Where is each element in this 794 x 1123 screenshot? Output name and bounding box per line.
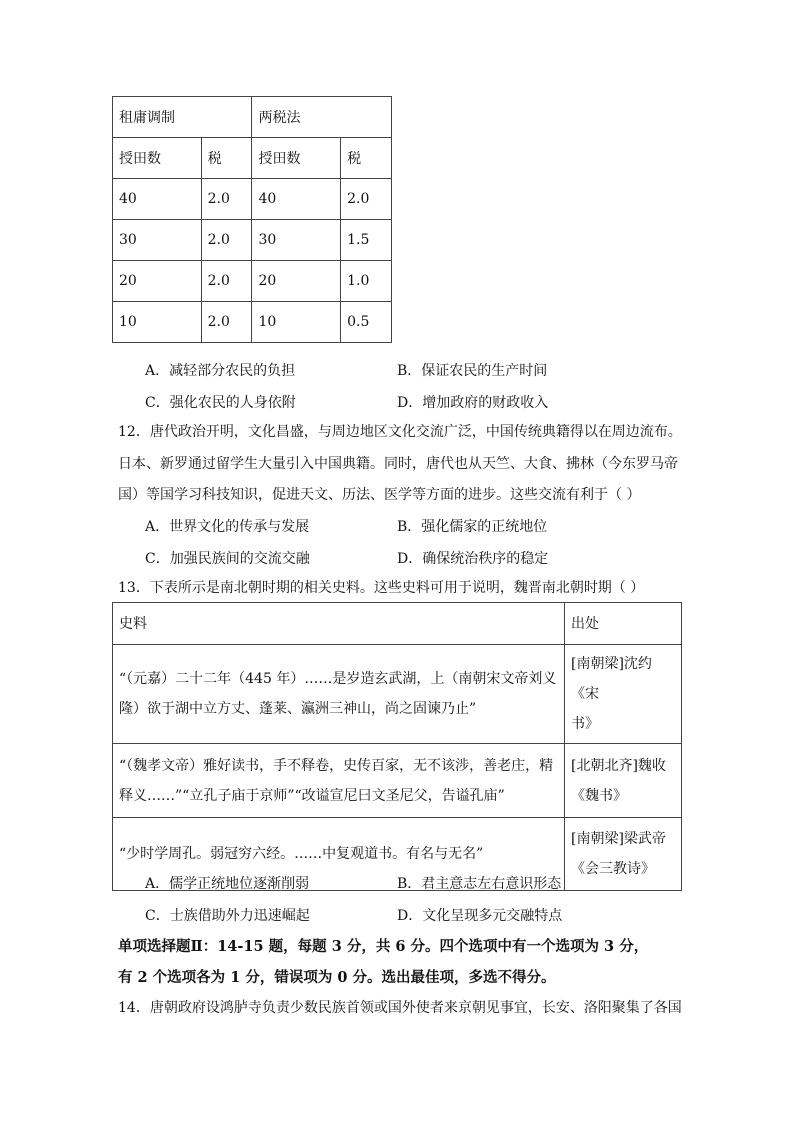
table-subheader: 授田数 — [252, 138, 341, 179]
tax-comparison-table — [112, 96, 392, 343]
q11-option-d[interactable]: D．增加政府的财政收入 — [397, 395, 549, 411]
q12-option-a[interactable]: A．世界文化的传承与发展 — [145, 519, 310, 535]
q13-option-d[interactable]: D．文化呈现多元交融特点 — [397, 908, 563, 924]
q12-stem-line-2: 日本、新罗通过留学生大量引入中国典籍。同时，唐代也从天竺、大食、拂林（今东罗马帝 — [118, 456, 678, 472]
q12-option-d[interactable]: D．确保统治秩序的稳定 — [397, 551, 549, 567]
table-cell: 2.0 — [201, 220, 252, 261]
origin-cell — [565, 744, 682, 818]
table-cell: 2.0 — [201, 261, 252, 302]
q13-option-c[interactable]: C．士族借助外力迅速崛起 — [145, 908, 310, 924]
table-header-source-text: 史料 — [113, 603, 565, 645]
table-cell: 10 — [113, 302, 202, 343]
q11-option-c[interactable]: C．强化农民的人身依附 — [145, 395, 296, 411]
table-cell: 30 — [113, 220, 202, 261]
table-cell: 20 — [113, 261, 202, 302]
table-cell: 30 — [252, 220, 341, 261]
table-cell: 1.0 — [341, 261, 392, 302]
table-cell: 2.0 — [201, 179, 252, 220]
q12-stem-line-1: 12．唐代政治开明，文化昌盛，与周边地区文化交流广泛，中国传统典籍得以在周边流布。 — [118, 424, 682, 440]
table-cell: 2.0 — [201, 302, 252, 343]
source-text-line: 释义……”“立孔子庙于京师”“改谥宣尼曰文圣尼父，告谥孔庙” — [119, 787, 505, 804]
source-text-line: 隆）欲于湖中立方丈、蓬莱、瀛洲三神山，尚之固谏乃止” — [119, 701, 477, 717]
table-subheader: 授田数 — [113, 138, 202, 179]
q13-option-a[interactable]: A．儒学正统地位逐渐削弱 — [145, 876, 310, 892]
source-text-line: “（魏孝文帝）雅好读书，手不释卷，史传百家，无不该涉，善老庄，精 — [119, 757, 554, 774]
table-cell: 1.5 — [341, 220, 392, 261]
source-text-line: “（元嘉）二十二年（445 年）……是岁造玄武湖，上（南朝宋文帝刘义 — [119, 671, 557, 687]
table-row — [113, 261, 392, 302]
q11-option-b[interactable]: B．保证农民的生产时间 — [397, 363, 548, 379]
section-2-instructions-line-1: 单项选择题Ⅱ：14-15 题，每题 3 分，共 6 分。四个选项中有一个选项为 3 分， — [118, 938, 649, 955]
table-row — [113, 220, 392, 261]
table-row — [113, 179, 392, 220]
source-text-cell — [113, 744, 565, 818]
table-cell: 2.0 — [341, 179, 392, 220]
table-header-origin: 出处 — [565, 603, 682, 645]
q12-option-b[interactable]: B．强化儒家的正统地位 — [397, 519, 548, 535]
table-row — [113, 302, 392, 343]
q12-stem-line-3: 国）等国学习科技知识，促进天文、历法、医学等方面的进步。这些交流有利于（ ） — [118, 487, 641, 503]
section-2-instructions-line-2: 有 2 个选项各为 1 分，错误项为 0 分。选出最佳项，多选不得分。 — [118, 969, 556, 986]
table-cell: 40 — [113, 179, 202, 220]
table-header-zuyongdiao: 租庸调制 — [113, 97, 252, 138]
origin-line: 书》 — [571, 716, 599, 732]
historical-sources-table — [112, 602, 682, 891]
source-text-line: “少时学周孔。弱冠穷六经。……中复观道书。有名与无名” — [119, 846, 484, 862]
source-text-cell — [113, 645, 565, 744]
q11-option-a[interactable]: A．减轻部分农民的负担 — [145, 363, 296, 379]
q13-stem: 13．下表所示是南北朝时期的相关史料。这些史料可用于说明，魏晋南北朝时期（ ） — [118, 580, 645, 596]
origin-line: [南朝梁]沈约《宋 — [571, 656, 652, 702]
q12-option-c[interactable]: C．加强民族间的交流交融 — [145, 551, 310, 567]
origin-line: 《会三教诗》 — [571, 861, 655, 877]
table-cell: 40 — [252, 179, 341, 220]
table-cell: 10 — [252, 302, 341, 343]
table-subheader: 税 — [201, 138, 252, 179]
table-subheader: 税 — [341, 138, 392, 179]
table-row — [113, 645, 682, 744]
q13-option-b[interactable]: B．君主意志左右意识形态 — [397, 876, 562, 892]
q14-stem-line-1: 14．唐朝政府设鸿胪寺负责少数民族首领或国外使者来京朝见事宜，长安、洛阳聚集了各国 — [118, 1000, 682, 1016]
origin-line: 《魏书》 — [571, 787, 627, 804]
origin-cell — [565, 818, 682, 891]
origin-cell — [565, 645, 682, 744]
origin-line: [北朝北齐]魏收 — [571, 757, 666, 774]
origin-line: [南朝梁]梁武帝 — [571, 831, 666, 847]
table-header-liangshuifa: 两税法 — [252, 97, 392, 138]
table-cell: 0.5 — [341, 302, 392, 343]
table-cell: 20 — [252, 261, 341, 302]
table-row — [113, 744, 682, 818]
